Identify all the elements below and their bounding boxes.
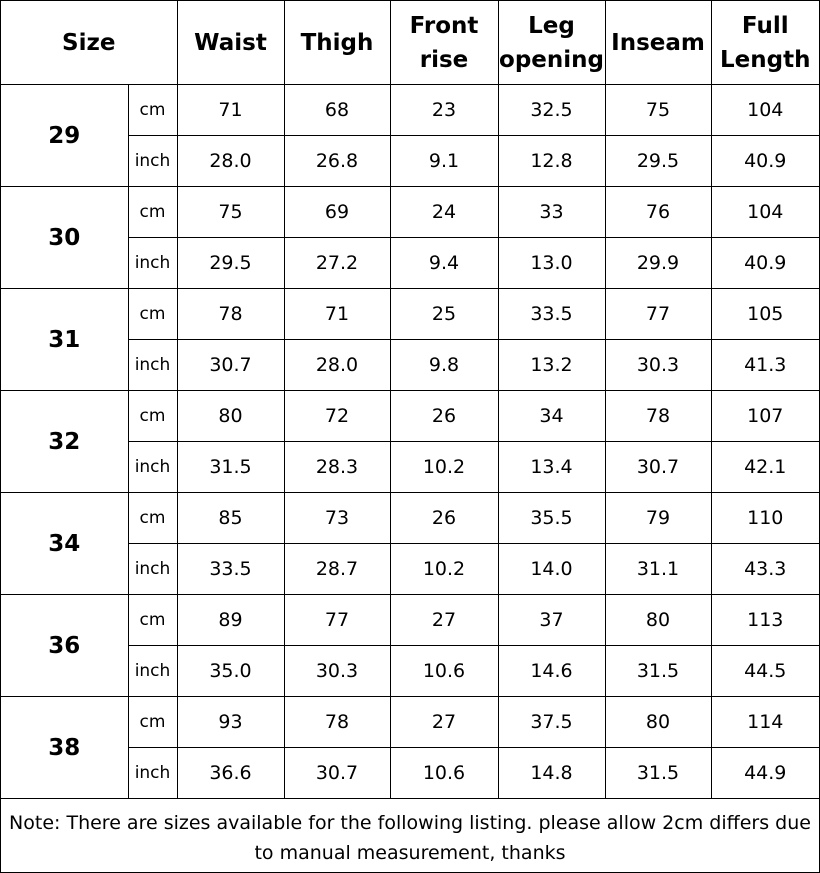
- measurement-cell: 31.5: [605, 748, 711, 799]
- measurement-cell: 104: [711, 85, 819, 136]
- measurement-cell: 13.4: [498, 442, 605, 493]
- measurement-cell: 34: [498, 391, 605, 442]
- measurement-cell: 85: [177, 493, 284, 544]
- measurement-cell: 71: [177, 85, 284, 136]
- unit-label: cm: [128, 697, 177, 748]
- measurement-cell: 13.2: [498, 340, 605, 391]
- measurement-cell: 113: [711, 595, 819, 646]
- table-row: [1, 493, 819, 544]
- size-value: 36: [1, 595, 128, 697]
- measurement-cell: 37: [498, 595, 605, 646]
- header-waist: [177, 1, 284, 85]
- measurement-cell: 29.9: [605, 238, 711, 289]
- measurement-cell: 28.0: [284, 340, 390, 391]
- unit-label: cm: [128, 187, 177, 238]
- measurement-cell: 30.3: [284, 646, 390, 697]
- unit-label: cm: [128, 289, 177, 340]
- measurement-cell: 104: [711, 187, 819, 238]
- measurement-cell: 27: [390, 595, 498, 646]
- measurement-cell: 28.3: [284, 442, 390, 493]
- header-line: Inseam: [611, 29, 705, 56]
- header-thigh: [284, 1, 390, 85]
- measurement-cell: 29.5: [177, 238, 284, 289]
- size-table: [1, 1, 819, 799]
- measurement-cell: 10.6: [390, 646, 498, 697]
- size-value: 30: [1, 187, 128, 289]
- measurement-cell: 30.7: [284, 748, 390, 799]
- unit-label: inch: [128, 136, 177, 187]
- measurement-cell: 69: [284, 187, 390, 238]
- measurement-cell: 30.7: [605, 442, 711, 493]
- measurement-cell: 32.5: [498, 85, 605, 136]
- table-row: [1, 85, 819, 136]
- measurement-cell: 78: [284, 697, 390, 748]
- measurement-cell: 10.2: [390, 442, 498, 493]
- measurement-cell: 12.8: [498, 136, 605, 187]
- measurement-cell: 79: [605, 493, 711, 544]
- unit-label: inch: [128, 442, 177, 493]
- measurement-cell: 9.8: [390, 340, 498, 391]
- header-line: Waist: [194, 29, 267, 56]
- measurement-cell: 68: [284, 85, 390, 136]
- header-line: Thigh: [300, 29, 374, 56]
- measurement-cell: 44.9: [711, 748, 819, 799]
- measurement-cell: 35.0: [177, 646, 284, 697]
- measurement-cell: 14.6: [498, 646, 605, 697]
- measurement-cell: 110: [711, 493, 819, 544]
- measurement-cell: 77: [284, 595, 390, 646]
- measurement-cell: 89: [177, 595, 284, 646]
- measurement-cell: 9.4: [390, 238, 498, 289]
- measurement-cell: 26: [390, 391, 498, 442]
- measurement-cell: 26.8: [284, 136, 390, 187]
- unit-label: inch: [128, 238, 177, 289]
- measurement-cell: 75: [605, 85, 711, 136]
- table-row: [1, 697, 819, 748]
- measurement-cell: 35.5: [498, 493, 605, 544]
- measurement-cell: 26: [390, 493, 498, 544]
- size-value: 32: [1, 391, 128, 493]
- measurement-cell: 40.9: [711, 238, 819, 289]
- size-value: 34: [1, 493, 128, 595]
- measurement-cell: 80: [605, 697, 711, 748]
- measurement-cell: 30.7: [177, 340, 284, 391]
- measurement-cell: 107: [711, 391, 819, 442]
- measurement-cell: 93: [177, 697, 284, 748]
- measurement-cell: 10.6: [390, 748, 498, 799]
- measurement-cell: 114: [711, 697, 819, 748]
- measurement-cell: 73: [284, 493, 390, 544]
- size-value: 31: [1, 289, 128, 391]
- measurement-cell: 40.9: [711, 136, 819, 187]
- measurement-cell: 9.1: [390, 136, 498, 187]
- unit-label: inch: [128, 748, 177, 799]
- measurement-cell: 78: [177, 289, 284, 340]
- measurement-cell: 14.0: [498, 544, 605, 595]
- measurement-cell: 10.2: [390, 544, 498, 595]
- measurement-cell: 41.3: [711, 340, 819, 391]
- measurement-cell: 14.8: [498, 748, 605, 799]
- header-full-length: [711, 1, 819, 85]
- measurement-cell: 13.0: [498, 238, 605, 289]
- unit-label: inch: [128, 340, 177, 391]
- measurement-cell: 80: [605, 595, 711, 646]
- measurement-cell: 29.5: [605, 136, 711, 187]
- measurement-cell: 78: [605, 391, 711, 442]
- size-value: 38: [1, 697, 128, 799]
- measurement-cell: 31.5: [605, 646, 711, 697]
- measurement-cell: 27.2: [284, 238, 390, 289]
- header-line: Leg: [528, 12, 575, 39]
- measurement-cell: 33.5: [498, 289, 605, 340]
- measurement-cell: 72: [284, 391, 390, 442]
- measurement-cell: 42.1: [711, 442, 819, 493]
- measurement-cell: 80: [177, 391, 284, 442]
- table-row: [1, 187, 819, 238]
- header-front-rise: [390, 1, 498, 85]
- footnote: Note: There are sizes available for the following listing. please allow 2cm differs due to manual measurement, thanks: [9, 812, 811, 864]
- measurement-cell: 37.5: [498, 697, 605, 748]
- measurement-cell: 33: [498, 187, 605, 238]
- measurement-cell: 23: [390, 85, 498, 136]
- measurement-cell: 71: [284, 289, 390, 340]
- measurement-cell: 36.6: [177, 748, 284, 799]
- measurement-cell: 27: [390, 697, 498, 748]
- measurement-cell: 77: [605, 289, 711, 340]
- measurement-cell: 76: [605, 187, 711, 238]
- header-line: opening: [499, 46, 604, 73]
- unit-label: cm: [128, 493, 177, 544]
- measurement-cell: 105: [711, 289, 819, 340]
- header-inseam: [605, 1, 711, 85]
- table-row: [1, 289, 819, 340]
- measurement-cell: 25: [390, 289, 498, 340]
- header-row: [1, 1, 819, 85]
- measurement-cell: 28.7: [284, 544, 390, 595]
- header-line: Front: [409, 12, 479, 39]
- measurement-cell: 31.1: [605, 544, 711, 595]
- unit-label: cm: [128, 391, 177, 442]
- header-line: rise: [419, 46, 469, 73]
- table-row: [1, 595, 819, 646]
- header-line: Full: [741, 12, 789, 39]
- table-row: [1, 391, 819, 442]
- measurement-cell: 33.5: [177, 544, 284, 595]
- unit-label: cm: [128, 85, 177, 136]
- measurement-cell: 24: [390, 187, 498, 238]
- table-body: [1, 85, 819, 799]
- header-line: Length: [720, 46, 811, 73]
- unit-label: inch: [128, 544, 177, 595]
- measurement-cell: 44.5: [711, 646, 819, 697]
- header-size: Size: [1, 1, 177, 85]
- unit-label: inch: [128, 646, 177, 697]
- measurement-cell: 43.3: [711, 544, 819, 595]
- measurement-cell: 31.5: [177, 442, 284, 493]
- header-leg-opening: [498, 1, 605, 85]
- measurement-cell: 28.0: [177, 136, 284, 187]
- unit-label: cm: [128, 595, 177, 646]
- measurement-cell: 30.3: [605, 340, 711, 391]
- size-value: 29: [1, 85, 128, 187]
- measurement-cell: 75: [177, 187, 284, 238]
